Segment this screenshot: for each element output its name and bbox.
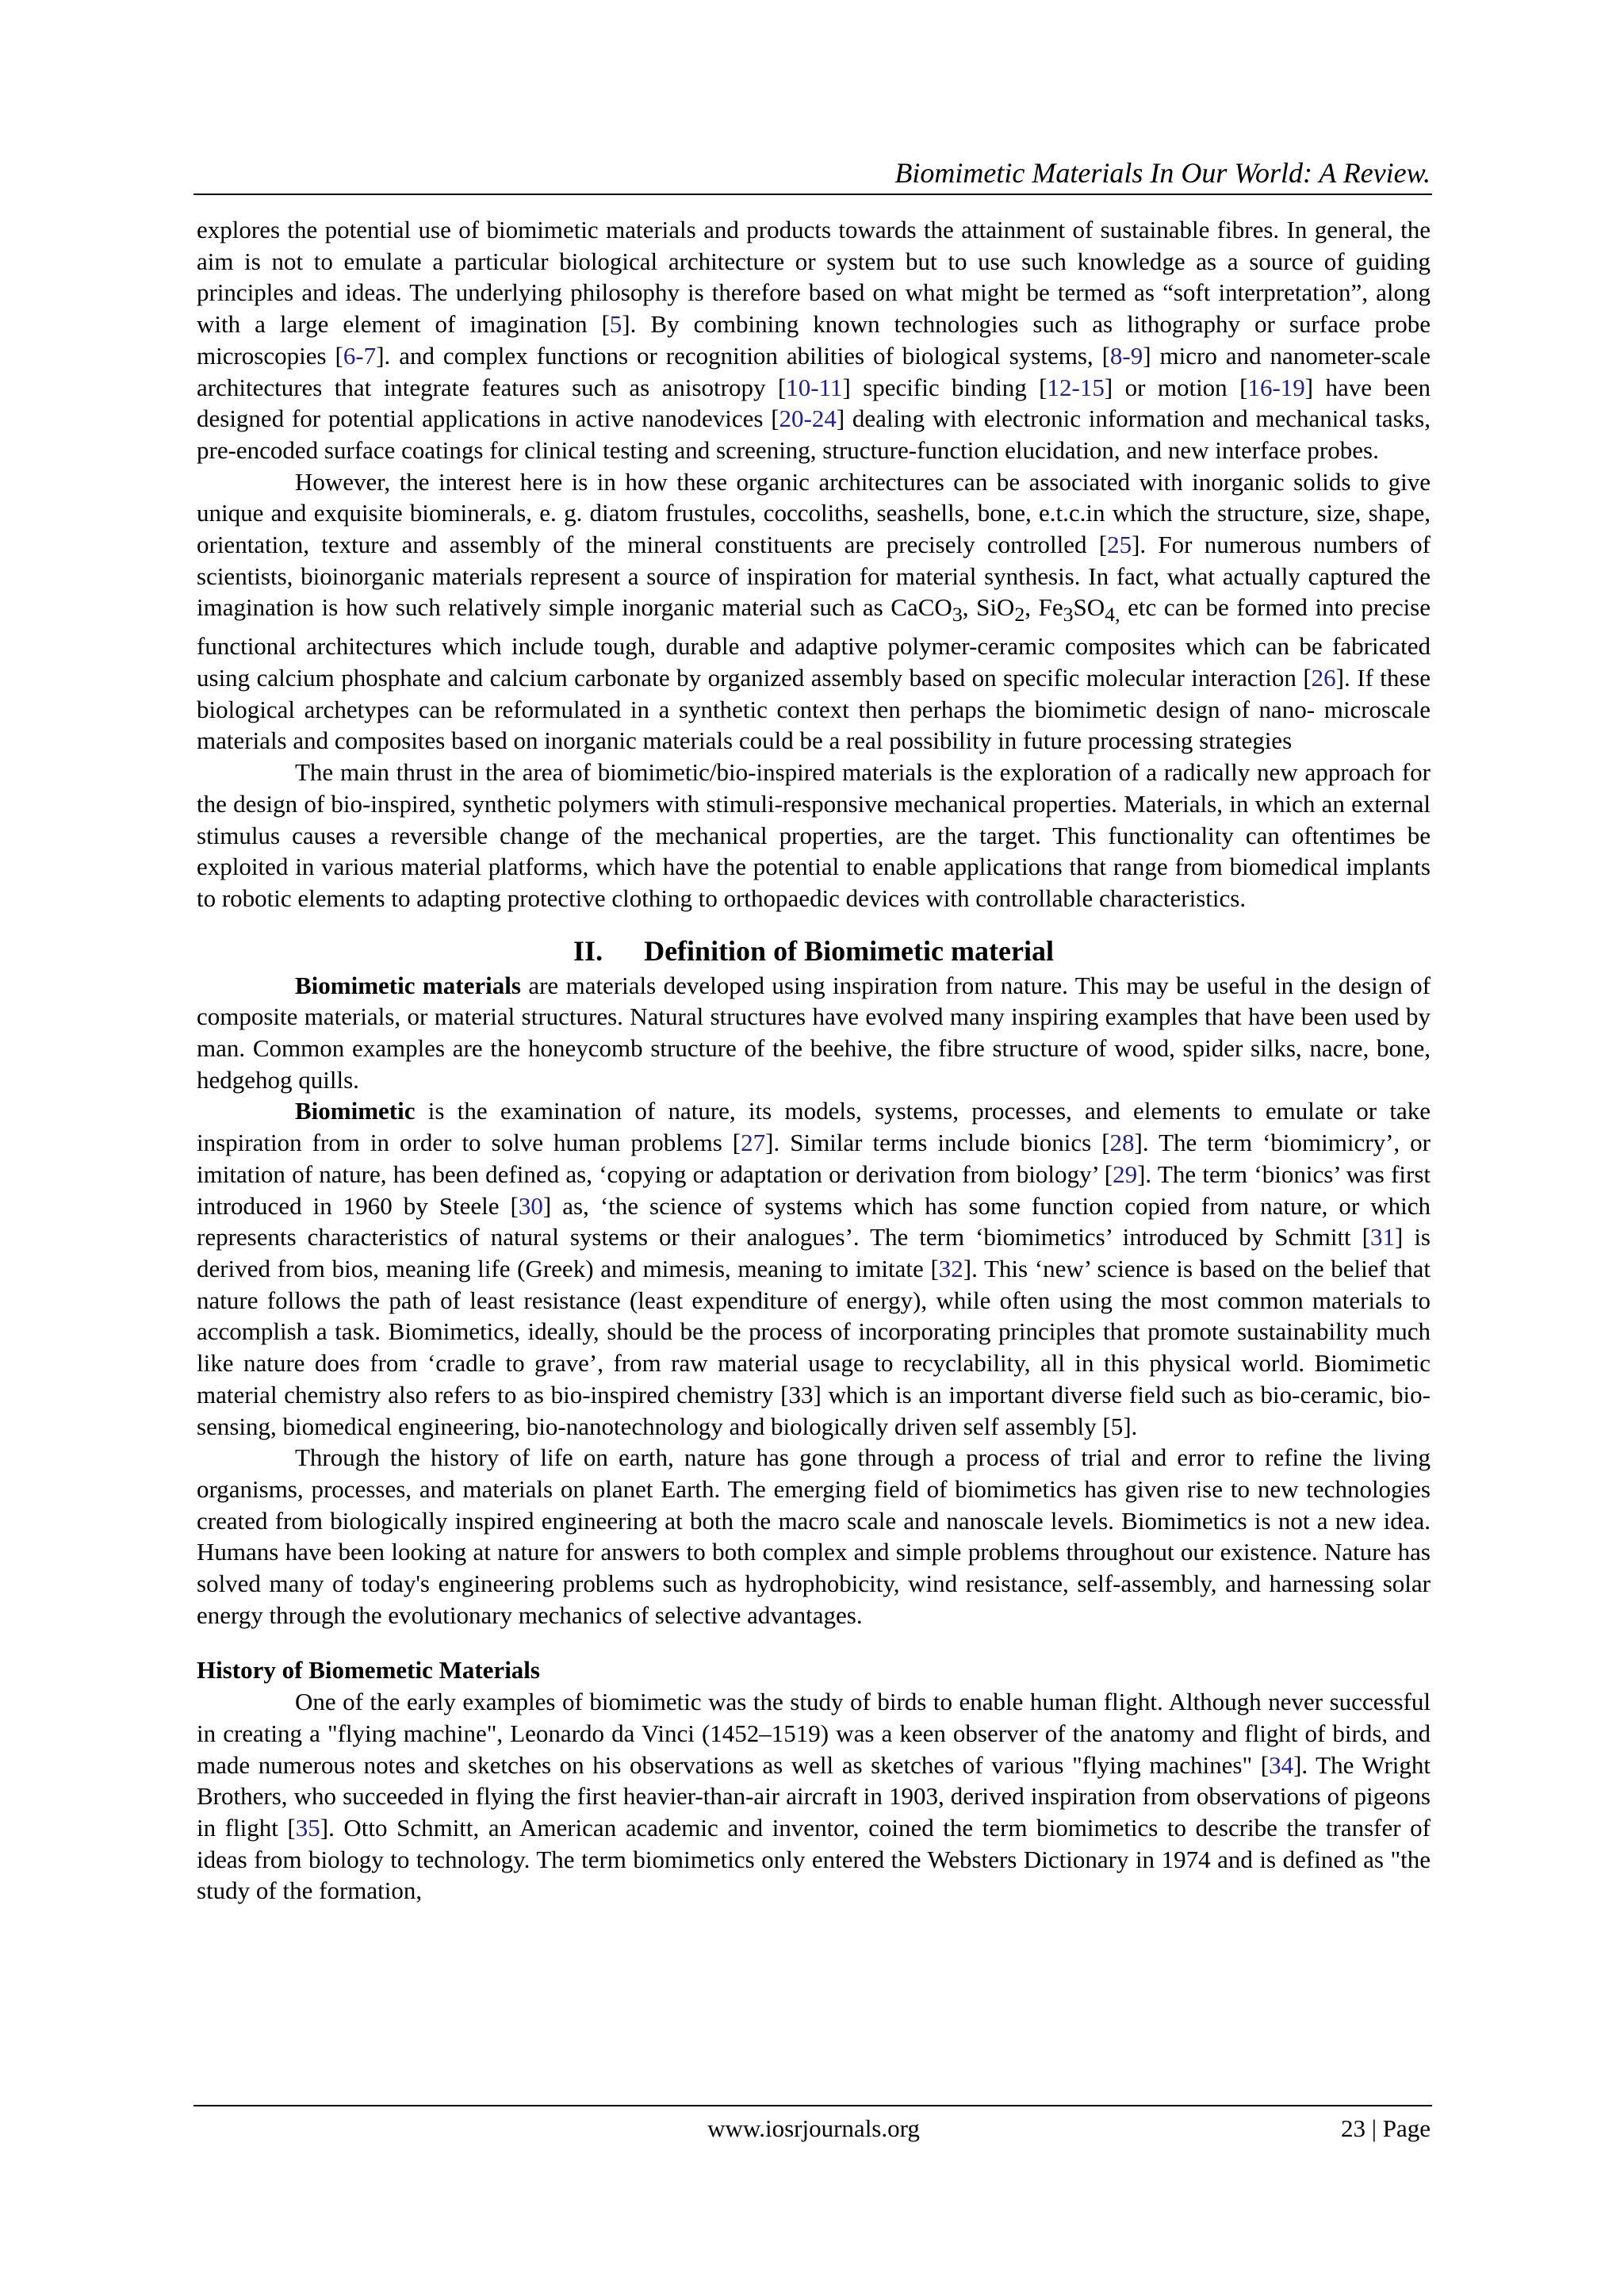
section-title: Definition of Biomimetic material (644, 934, 1054, 967)
citation-link[interactable]: 31 (1370, 1223, 1395, 1251)
paragraph: Biomimetic materials are materials developed using inspiration from nature. This may be useful in the design of composite materials, or material structures. Natural structures have evolved many inspiring examples that have been used by man. Common examples are the honeycomb structure of the beehive, the fibre structure of wood, spider silks, nacre, bone, hedgehog quills. (197, 971, 1431, 1094)
header-rule (193, 194, 1432, 195)
citation-link[interactable]: 6-7 (343, 341, 377, 370)
running-title: Biomimetic Materials In Our World: A Review. (894, 157, 1431, 189)
subscript: 3 (952, 603, 963, 627)
citation-link[interactable]: 12-15 (1047, 373, 1105, 401)
citation-link[interactable]: 32 (938, 1254, 963, 1282)
paragraph: However, the interest here is in how these organic architectures can be associated with inorganic solids to give unique and exquisite biominerals, e. g. diatom frustules, coccoliths, seashells, bone, e.t.c.in which the structure, size, shape, orientation, texture and assembly of the mineral constituents are precisely controlled [25]. For numerous numbers of scientists, bioinorganic materials represent a source of inspiration for material synthesis. In fact, what actually captured the imagination is how such relatively simple inorganic material such as CaCO$_3$, SiO$_2$, $Fe_3SO_{4,}$ etc can be formed into precise functional architectures which include tough, durable and adaptive polymer-ceramic composites which can be fabricated using calcium phosphate and calcium carbonate by organized assembly based on specific molecular interaction [26]. If these biological archetypes can be reformulated in a synthetic context then perhaps the biomimetic design of nano- microscale materials and composites based on inorganic materials could be a real possibility in future processing strategies (197, 467, 1431, 755)
paragraph: explores the potential use of biomimetic materials and products towards the attainment of sustainable fibres. In general, the aim is not to emulate a particular biological architecture or system but to use such knowledge as a source of guiding principles and ideas. The underlying philosophy is therefore based on what might be termed as “soft interpretation”, along with a large element of imagination [5]. By combining known technologies such as lithography or surface probe microscopies [6-7]. and complex functions or recognition abilities of biological systems, [8-9] micro and nanometer-scale architectures that integrate features such as anisotropy [10-11] specific binding [12-15] or motion [16-19] have been designed for potential applications in active nanodevices [20-24] dealing with electronic information and mechanical tasks, pre-encoded surface coatings for clinical testing and screening, structure-function elucidation, and new interface probes. (197, 216, 1431, 464)
citation-link[interactable]: 27 (741, 1129, 766, 1157)
section-heading (197, 932, 1431, 970)
citation-link[interactable]: 29 (1113, 1159, 1138, 1188)
paragraph: Biomimetic is the examination of nature, its models, systems, processes, and elements to emulate or take inspiration from in order to solve human problems [27]. Similar terms include bionics [28]. The term ‘biomimicry’, or imitation of nature, has been defined as, ‘copying or adaptation or derivation from biology’ [29]. The term ‘bionics’ was first introduced in 1960 by Steele [30] as, ‘the science of systems which has some function copied from nature, or which represents characteristics of natural systems or their analogues’. The term ‘biomimetics’ introduced by Schmitt [31] is derived from bios, meaning life (Greek) and mimesis, meaning to imitate [32]. This ‘new’ science is based on the belief that nature follows the path of least resistance (least expenditure of energy), while often using the most common materials to accomplish a task. Biomimetics, ideally, should be the process of incorporating principles that promote sustainability much like nature does from ‘cradle to grave’, from raw material usage to recyclability, all in this physical world. Biomimetic material chemistry also refers to as bio-inspired chemistry [33] which is an important diverse field such as bio-ceramic, bio-sensing, biomedical engineering, bio-nanotechnology and biologically driven self assembly [5]. (197, 1097, 1431, 1440)
bold-term: Biomimetic materials (295, 971, 521, 999)
citation-link[interactable]: 5 (609, 310, 622, 339)
paragraph: One of the early examples of biomimetic was the study of birds to enable human flight. Although never successful in creating a "flying machine", Leonardo da Vinci (1452–1519) was a keen observer of the anatomy and flight of birds, and made numerous notes and sketches on his observations as well as sketches of various "flying machines" [34]. The Wright Brothers, who succeeded in flying the first heavier-than-air aircraft in 1903, derived inspiration from observations of pigeons in flight [35]. Otto Schmitt, an American academic and inventor, coined the term biomimetics to describe the transfer of ideas from biology to technology. The term biomimetics only entered the Websters Dictionary in 1974 and is defined as "the study of the formation, (197, 1688, 1431, 1905)
citation-link[interactable]: 30 (518, 1191, 543, 1220)
citation-link[interactable]: 25 (1107, 531, 1132, 559)
subscript: 3 (1063, 603, 1074, 627)
citation-link[interactable]: 16-19 (1247, 373, 1305, 401)
subscript: 4, (1105, 603, 1120, 627)
subsection-heading: History of Biomemetic Materials (197, 1656, 540, 1685)
citation-link[interactable]: 26 (1311, 664, 1336, 692)
footer-rule (193, 2105, 1432, 2106)
citation-link[interactable]: 8-9 (1109, 341, 1143, 370)
citation-link[interactable]: 35 (295, 1813, 320, 1842)
citation-link[interactable]: 28 (1109, 1129, 1135, 1157)
bold-term: Biomimetic (295, 1097, 416, 1125)
citation-link[interactable]: 10-11 (786, 373, 843, 401)
paragraph: The main thrust in the area of biomimetic/bio-inspired materials is the exploration of a radically new approach for the design of bio-inspired, synthetic polymers with stimuli-responsive mechanical properties. Materials, in which an external stimulus causes a reversible change of the mechanical properties, are the target. This functionality can oftentimes be exploited in various material platforms, which have the potential to enable applications that range from biomedical implants to robotic elements to adapting protective clothing to orthopaedic devices with controllable characteristics. (197, 758, 1431, 912)
citation-link[interactable]: 20-24 (779, 404, 837, 433)
subscript: 2 (1014, 603, 1025, 627)
citation-link[interactable]: 34 (1269, 1750, 1294, 1779)
journal-website: www.iosrjournals.org (707, 2114, 920, 2142)
section-number: II. (573, 934, 603, 967)
body-text (197, 214, 1431, 1907)
paragraph: Through the history of life on earth, nature has gone through a process of trial and error to refine the living organisms, processes, and materials on planet Earth. The emerging field of biomimetics has given rise to new technologies created from biologically inspired engineering at both the macro scale and nanoscale levels. Biomimetics is not a new idea. Humans have been looking at nature for answers to both complex and simple problems throughout our existence. Nature has solved many of today's engineering problems such as hydrophobicity, wind resistance, self-assembly, and harnessing solar energy through the evolutionary mechanics of selective advantages. (197, 1443, 1431, 1629)
page-number: 23 | Page (1341, 2114, 1431, 2142)
